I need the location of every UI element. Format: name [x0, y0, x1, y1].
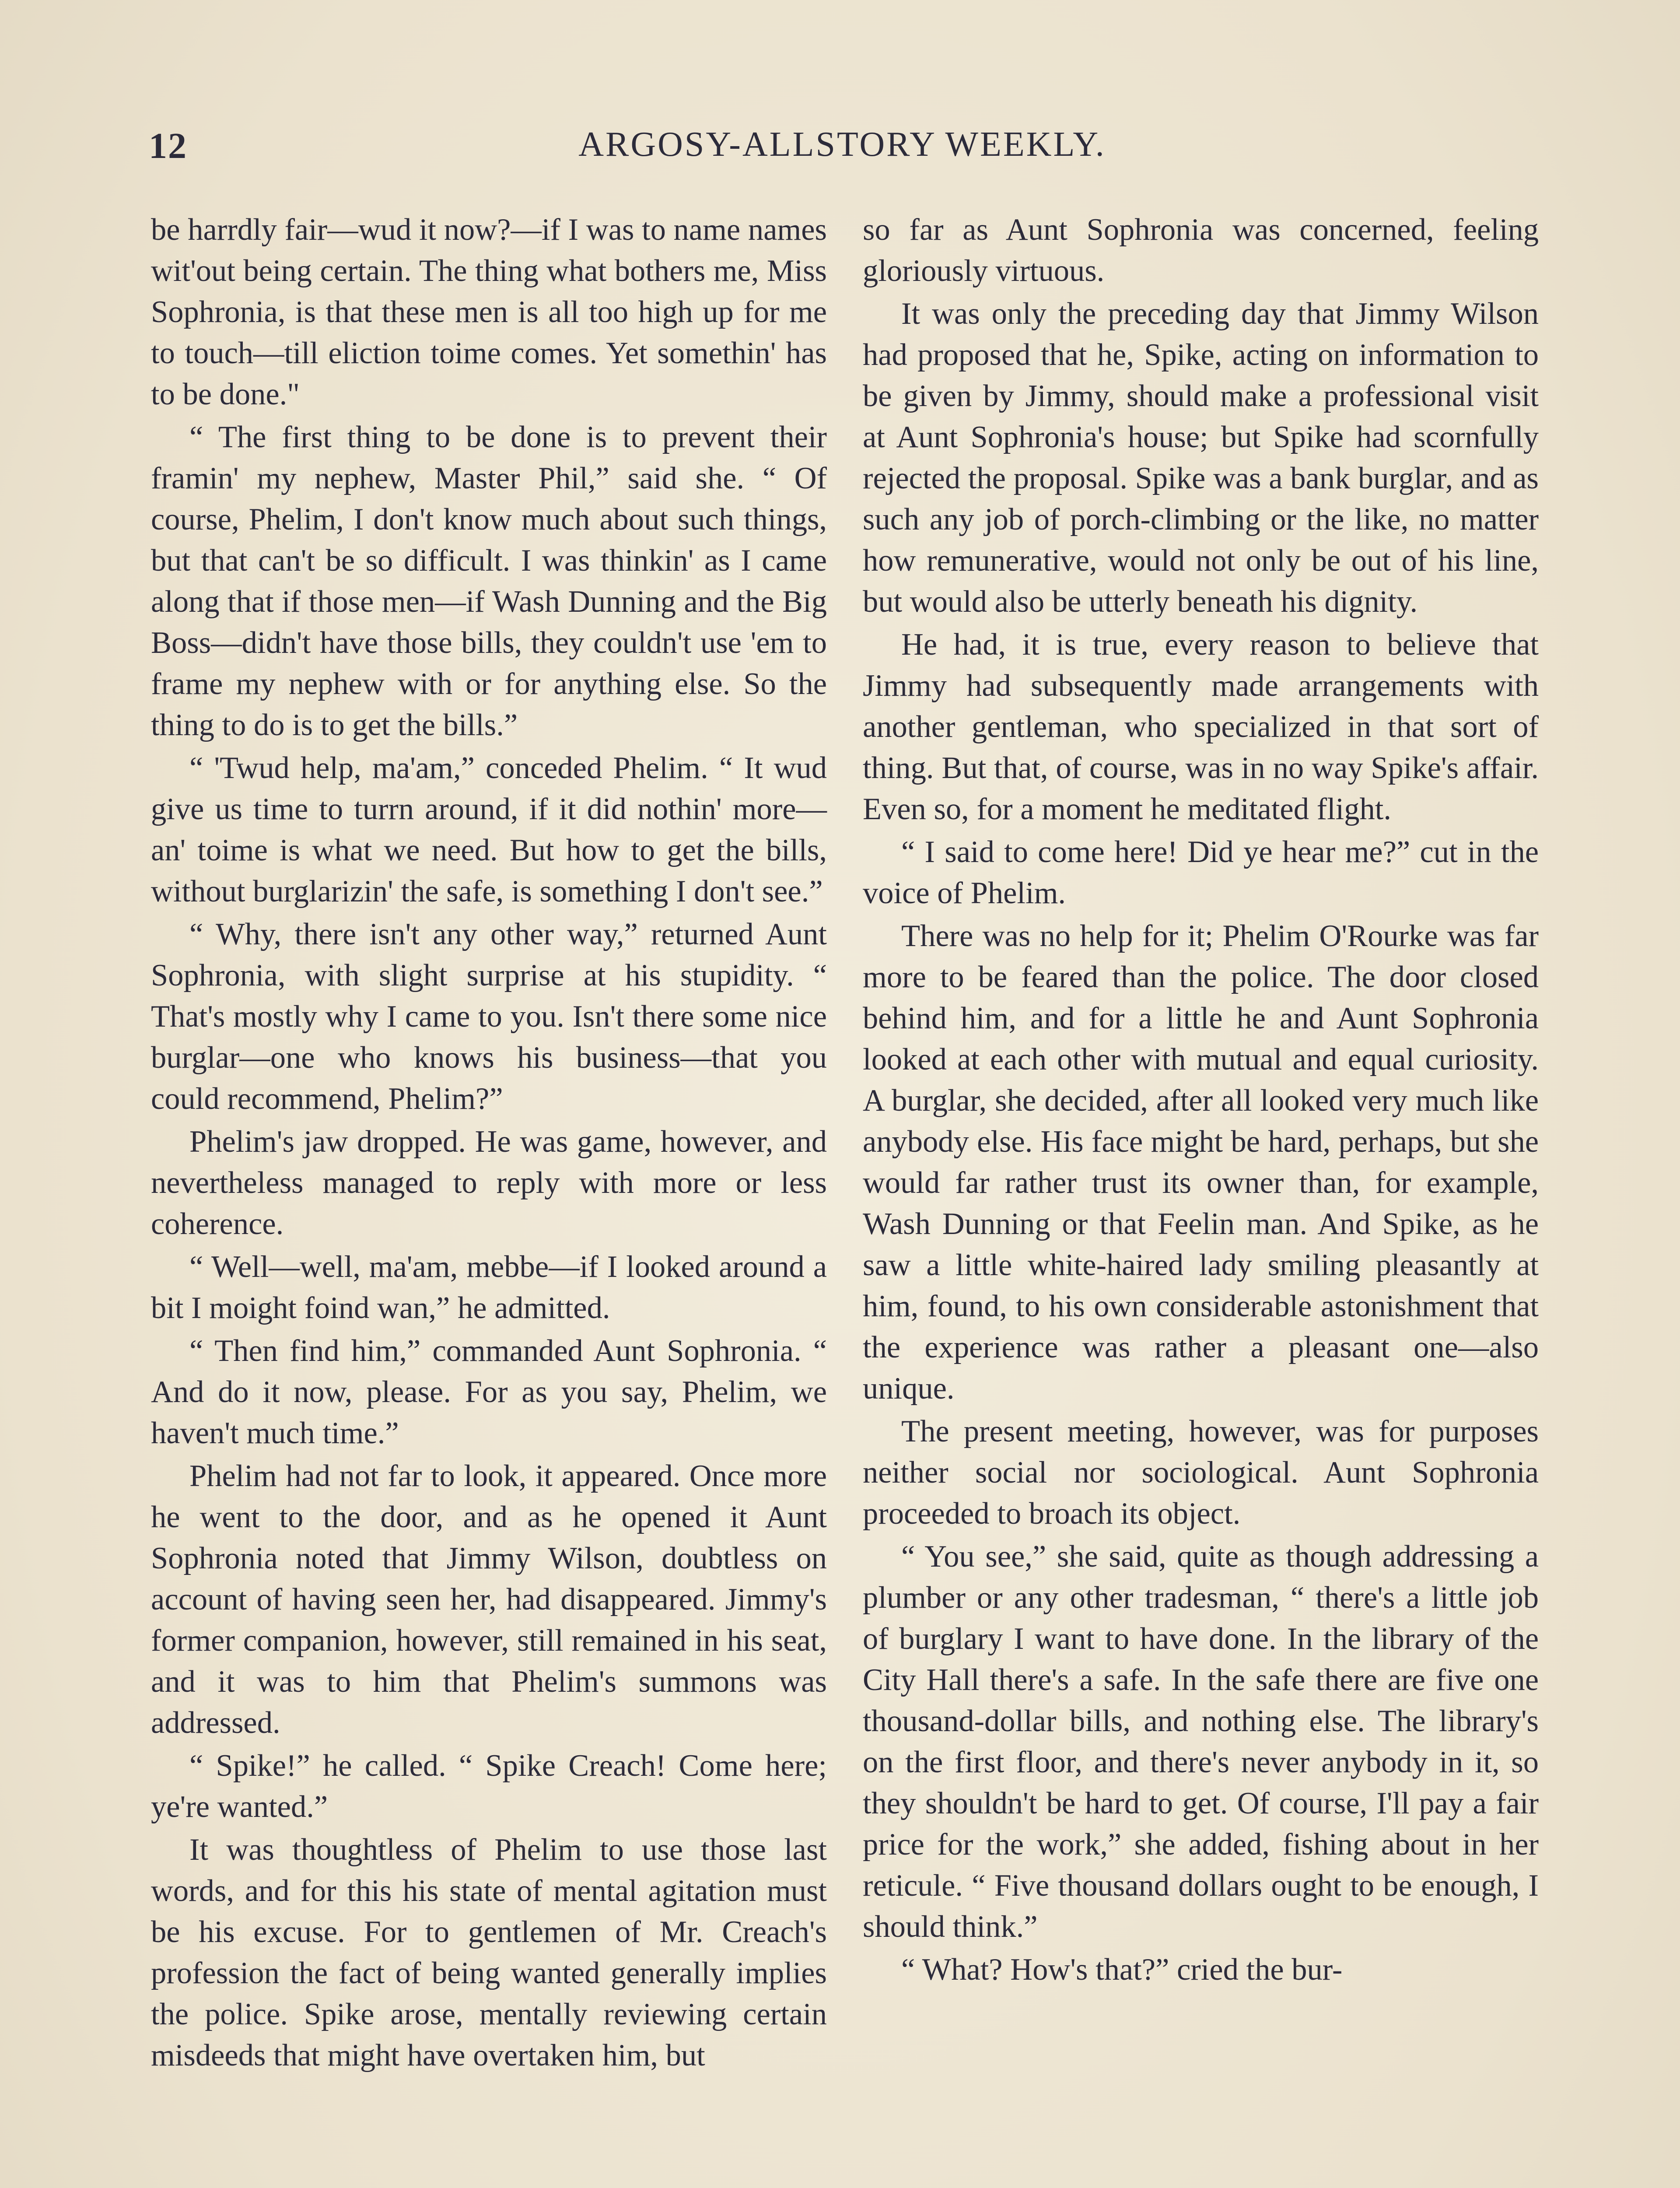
- paragraph: “ The first thing to be done is to prevent their framin' my nephew, Master Phil,” said she. “ Of course, Phelim, I don't know much about such things, but that can't be so difficult. I was thinkin' as I came along that if those men—if Wash Dunning and the Big Boss—didn't have those bills, they couldn't use 'em to frame my nephew with or for anything else. So the thing to do is to get the bills.”: [151, 420, 827, 742]
- paragraph: It was thoughtless of Phelim to use those last words, and for this his state of mental agitation must be his excuse. For to gentlemen of Mr. Creach's profession the fact of being wanted generally implies the police. Spike arose, mentally reviewing certain misdeeds that might have overtaken him, but: [151, 1833, 827, 2072]
- paragraph: It was only the preceding day that Jimmy Wilson had proposed that he, Spike, acting on information to be given by Jimmy, should make a professional visit at Aunt Sophronia's house; but Spike had scornfully rejected the proposal. Spike was a bank burglar, and as such any job of porch-climbing or the like, no matter how remunerative, would not only be out of his line, but would also be utterly beneath his dignity.: [863, 297, 1539, 619]
- paragraph: so far as Aunt Sophronia was concerned, feeling gloriously virtuous.: [863, 213, 1539, 288]
- paragraph: Phelim had not far to look, it appeared. Once more he went to the door, and as he opened it Aunt Sophronia noted that Jimmy Wilson, doubtless on account of having seen her, had disappeared. Jimmy's former companion, however, still remained in his seat, and it was to him that Phelim's summons was addressed.: [151, 1459, 827, 1740]
- paragraph: The present meeting, however, was for purposes neither social nor sociological. Aunt Sophronia proceeded to broach its object.: [863, 1414, 1539, 1531]
- left-column: [151, 209, 827, 2078]
- paragraph: “ Then find him,” commanded Aunt Sophronia. “ And do it now, please. For as you say, Phelim, we haven't much time.”: [151, 1334, 827, 1450]
- page-header: [149, 125, 1536, 173]
- running-head: ARGOSY-ALLSTORY WEEKLY.: [578, 125, 1106, 164]
- paragraph: He had, it is true, every reason to believe that Jimmy had subsequently made arrangements with another gentleman, who specialized in that sort of thing. But that, of course, was in no way Spike's affair. Even so, for a moment he meditated flight.: [863, 628, 1539, 826]
- paragraph: be harrdly fair—wud it now?—if I was to name names wit'out being certain. The thing what bothers me, Miss Sophronia, is that these men is all too high up for me to touch—till eliction toime comes. Yet somethin' has to be done.": [151, 213, 827, 411]
- paragraph: “ Well—well, ma'am, mebbe—if I looked around a bit I moight foind wan,” he admitted.: [151, 1250, 827, 1325]
- paragraph: “ 'Twud help, ma'am,” conceded Phelim. “ It wud give us time to turrn around, if it did nothin' more—an' toime is what we need. But how to get the bills, without burglarizin' the safe, is something I don't see.”: [151, 751, 827, 908]
- paragraph: “ You see,” she said, quite as though addressing a plumber or any other tradesman, “ there's a little job of burglary I want to have done. In the library of the City Hall there's a safe. In the safe there are five one thousand-dollar bills, and nothing else. The library's on the first floor, and there's never anybody in it, so they shouldn't be hard to get. Of course, I'll pay a fair price for the work,” she added, fishing about in her reticule. “ Five thousand dollars ought to be enough, I should think.”: [863, 1539, 1539, 1944]
- paragraph: There was no help for it; Phelim O'Rourke was far more to be feared than the police. The door closed behind him, and for a little he and Aunt Sophronia looked at each other with mutual and equal curiosity. A burglar, she decided, after all looked very much like anybody else. His face might be hard, perhaps, but she would far rather trust its owner than, for example, Wash Dunning or that Feelin man. And Spike, as he saw a little white-haired lady smiling pleasantly at him, found, to his own considerable astonishment that the experience was rather a pleasant one—also unique.: [863, 919, 1539, 1406]
- paragraph: “ Why, there isn't any other way,” returned Aunt Sophronia, with slight surprise at his stupidity. “ That's mostly why I came to you. Isn't there some nice burglar—one who knows his business—that you could recommend, Phelim?”: [151, 917, 827, 1116]
- paragraph: “ What? How's that?” cried the bur-: [901, 1953, 1343, 1987]
- right-column: [863, 209, 1539, 1992]
- paragraph: “ I said to come here! Did ye hear me?” cut in the voice of Phelim.: [863, 835, 1539, 910]
- paragraph: “ Spike!” he called. “ Spike Creach! Come here; ye're wanted.”: [151, 1749, 827, 1824]
- page-number: 12: [149, 126, 187, 166]
- paragraph: Phelim's jaw dropped. He was game, however, and nevertheless managed to reply with more or less coherence.: [151, 1125, 827, 1241]
